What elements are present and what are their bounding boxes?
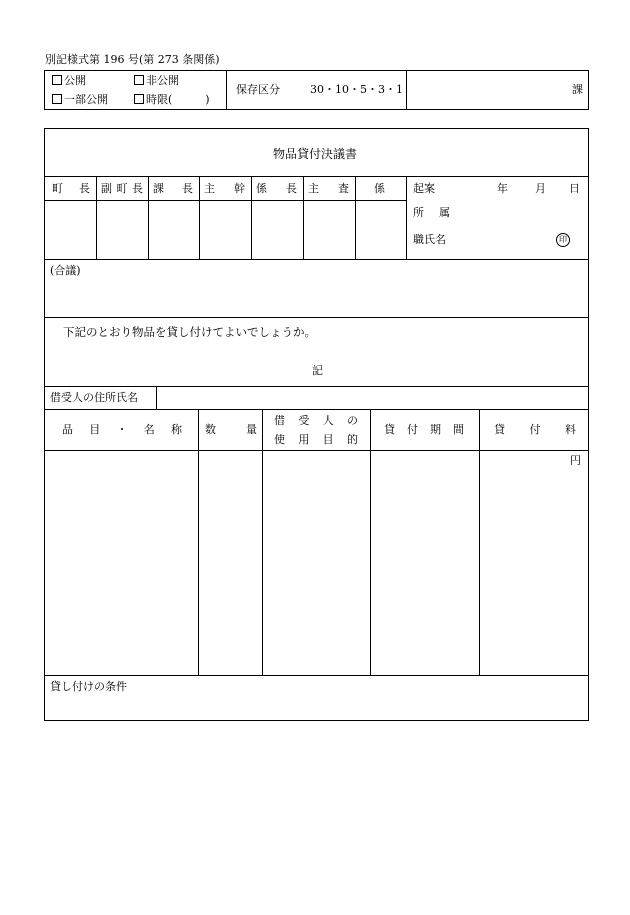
col-item-char: ・ [116,423,128,436]
approver-char: 副 [101,182,112,195]
affiliation-label [413,207,450,218]
checkbox-time-limited-label: 時限( ) [146,93,210,106]
col-item-char: 品 [62,423,73,436]
approver-deputy-mayor [101,183,143,194]
divider [96,176,97,259]
retention-values: 30・10・5・3・1 [310,83,403,96]
divider [251,176,252,259]
col-purpose-char: 使 [274,433,285,446]
checkbox-partial-public[interactable] [52,94,108,105]
col-item [62,424,182,435]
form-number: 別記様式第 196 号(第 273 条関係) [45,53,220,66]
col-purpose-char: 的 [346,433,358,446]
col-fee-char: 料 [565,423,576,436]
draft-label: 起案 [413,182,435,195]
divider [148,176,149,259]
col-quantity [205,424,257,435]
approver-char: 課 [153,182,164,195]
divider [406,176,407,259]
divider [44,259,589,260]
approver-char: 長 [286,182,297,195]
divider [406,70,407,110]
approver-mayor [52,183,90,194]
checkbox-non-public[interactable] [134,75,179,86]
col-purpose-char: 用 [298,433,310,446]
divider [44,176,589,177]
yen-unit: 円 [570,454,581,467]
divider [44,450,589,451]
affiliation-char: 所 [413,206,424,219]
col-purpose-line1 [274,415,358,426]
col-item-char: 名 [143,423,155,436]
body-text: 下記のとおり物品を貸し付けてよいでしょうか。 [63,325,316,339]
divider [370,409,371,675]
approver-char: 係 [256,182,267,195]
divider [156,386,157,409]
col-period-char: 間 [453,423,464,436]
form-title: 物品貸付決議書 [272,147,357,161]
divider [44,675,589,676]
checkbox-icon[interactable] [134,94,144,104]
col-purpose-char: 受 [298,414,310,427]
col-period-char: 付 [407,423,418,436]
col-purpose-char: 目 [322,433,334,446]
approver-chief-clerk [308,183,349,194]
divider [262,409,263,675]
seal-icon: 印 [556,233,570,247]
affiliation-char: 属 [439,206,450,219]
checkbox-icon[interactable] [52,94,62,104]
divider [226,70,227,110]
col-purpose-char: の [346,414,358,427]
divider [44,386,589,387]
col-period [384,424,464,435]
draft-day: 日 [569,182,580,195]
approver-subsection-chief [256,183,297,194]
approver-staff: 係 [374,182,385,195]
divider [199,176,200,259]
approver-char: 査 [338,182,349,195]
approver-char: 長 [182,182,193,195]
col-fee-char: 付 [529,423,541,436]
name-title-label: 職氏名 [413,233,446,246]
checkbox-time-limited[interactable] [134,94,210,105]
approver-char: 町 [52,182,63,195]
divider [479,409,480,675]
borrower-label: 借受人の住所氏名 [50,391,138,404]
approver-section-chief [153,183,193,194]
col-period-char: 期 [430,423,441,436]
divider [44,317,589,318]
draft-year: 年 [497,182,508,195]
divider [198,409,199,675]
consultation-label: (合議) [50,264,81,277]
conditions-label: 貸し付けの条件 [50,680,127,693]
col-fee-char: 貸 [494,423,505,436]
col-quantity-char: 量 [246,423,257,436]
col-item-char: 称 [171,423,182,436]
col-fee [494,424,576,435]
approver-char: 主 [308,182,319,195]
col-quantity-char: 数 [205,423,216,436]
divider [303,176,304,259]
retention-label: 保存区分 [236,83,280,96]
divider [44,409,589,410]
divider [355,176,356,259]
checkbox-public[interactable] [52,75,86,86]
col-purpose-char: 人 [322,414,334,427]
checkbox-non-public-label: 非公開 [146,74,179,87]
ki-label: 記 [312,364,323,377]
approver-char: 長 [132,182,143,195]
draft-month: 月 [535,182,546,195]
checkbox-public-label: 公開 [64,74,86,87]
col-purpose-line2 [274,434,358,445]
approver-char: 長 [79,182,90,195]
approver-supervisor [204,183,245,194]
checkbox-partial-public-label: 一部公開 [64,93,108,106]
approver-char: 幹 [234,182,245,195]
section-suffix: 課 [572,83,583,96]
checkbox-icon[interactable] [134,75,144,85]
col-purpose-char: 借 [274,414,285,427]
col-item-char: 目 [89,423,101,436]
divider [44,200,406,201]
approver-char: 町 [116,182,128,195]
checkbox-icon[interactable] [52,75,62,85]
approver-char: 主 [204,182,215,195]
col-period-char: 貸 [384,423,395,436]
